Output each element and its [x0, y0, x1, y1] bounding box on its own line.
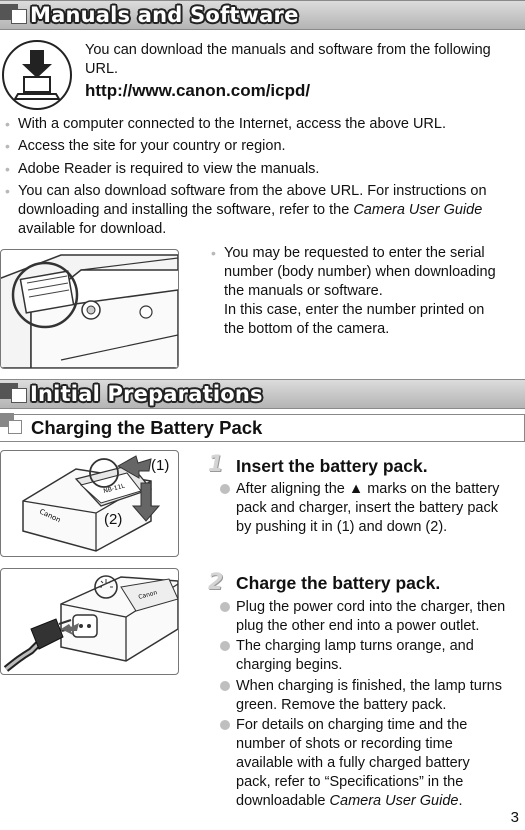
list-item: • Adobe Reader is required to view the manuals. — [5, 161, 320, 177]
callout-1: (1) — [151, 457, 170, 474]
step-instruction: After aligning the ▲ marks on the battery pack and charger, insert the battery pack by pushing it in (1) and down (2). — [236, 480, 499, 537]
svg-text:NB-11L: NB-11L — [102, 482, 126, 495]
download-computer-icon — [2, 40, 72, 110]
intro-text: You can download the manuals and software from the following URL. — [85, 42, 491, 77]
section-header-initial — [0, 379, 525, 409]
list-item: • Access the site for your country or region. — [5, 138, 286, 154]
callout-2: (2) — [104, 511, 123, 528]
section-title: Initial Preparations — [30, 382, 263, 406]
step-title: Charge the battery pack. — [236, 573, 441, 593]
subsection-header — [0, 414, 525, 442]
subsection-title: Charging the Battery Pack — [31, 417, 263, 438]
battery-insert-figure — [0, 450, 179, 557]
serial-note: • You may be requested to enter the serial number (body number) when downloading the manuals or software. In this case, enter the number printed on the bottom of the camera. — [211, 245, 496, 337]
download-url[interactable]: http://www.canon.com/icpd/ — [85, 81, 311, 100]
svg-text:Canon: Canon — [38, 507, 62, 525]
step-instruction: For details on charging time and the number of shots or recording time available with a fully charged battery pack, refer to “Specifications” in the downloadable Camera User Guide. — [236, 716, 470, 811]
step-number: 1 — [208, 452, 224, 477]
svg-text:Canon: Canon — [137, 589, 159, 601]
step-number: 2 — [208, 570, 224, 595]
section-header-manuals — [0, 0, 525, 30]
charger-plug-figure — [0, 568, 179, 675]
step-title: Insert the battery pack. — [236, 456, 428, 476]
page-number: 3 — [510, 809, 519, 826]
list-item: • You can also download software from the above URL. For instructions on downloading and installing the software, refer to the Camera User Guide available for download. — [5, 183, 487, 237]
step-instruction: When charging is finished, the lamp turns green. Remove the battery pack. — [236, 677, 502, 715]
step-instruction: Plug the power cord into the charger, then plug the other end into a power outlet. — [236, 598, 505, 636]
section-title: Manuals and Software — [30, 3, 299, 27]
list-item: • With a computer connected to the Internet, access the above URL. — [5, 116, 446, 132]
step-instruction: The charging lamp turns orange, and charging begins. — [236, 637, 474, 675]
camera-bottom-figure — [0, 249, 179, 369]
